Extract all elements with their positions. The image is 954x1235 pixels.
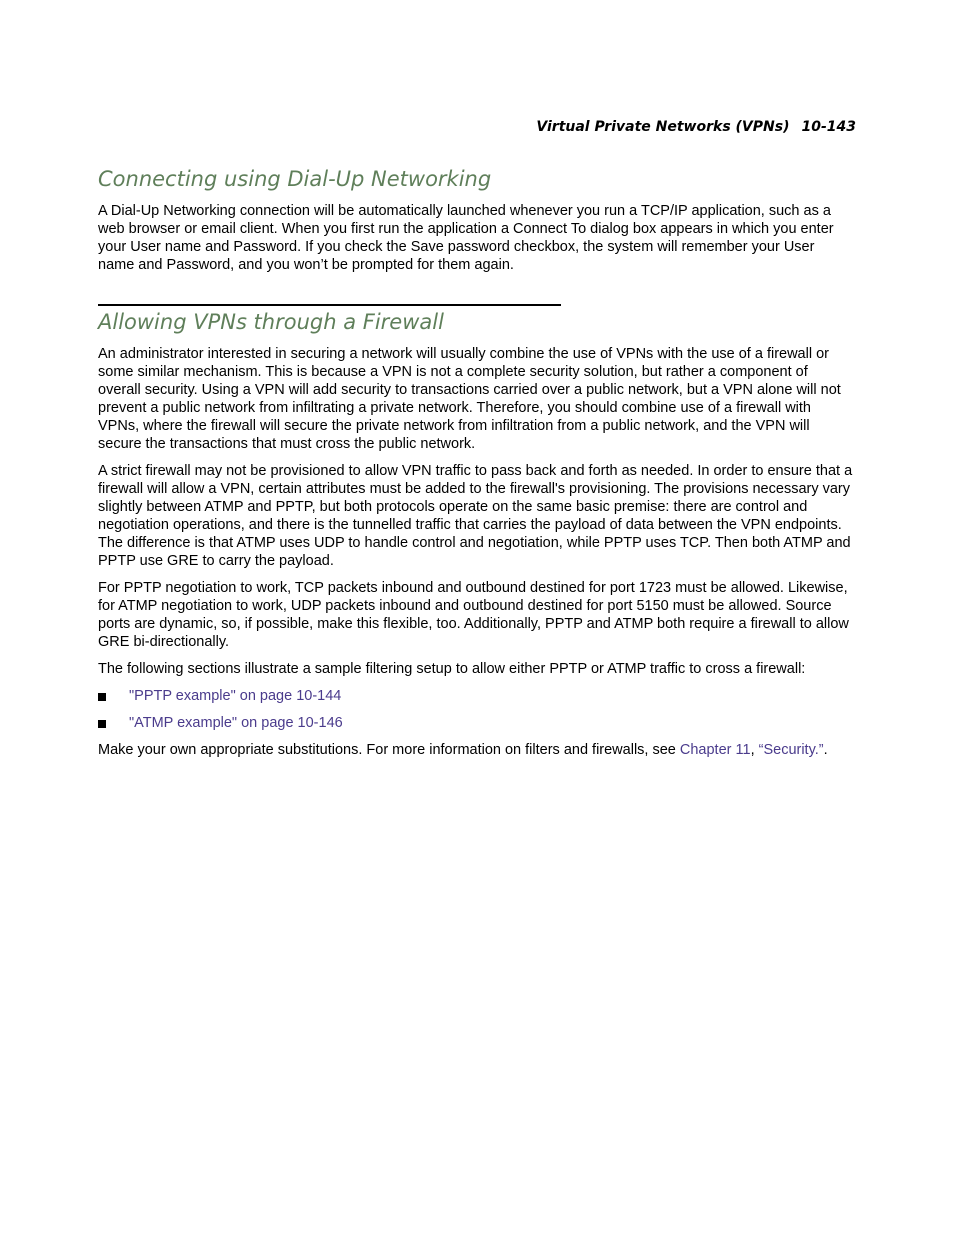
paragraph-dialup: A Dial-Up Networking connection will be automatically launched whenever you run a TCP/IP application, such as a web browser or email client. When you first run the application a Connect To dialog box appears in which you enter your User name and Password. If you check the Save password checkbox, the system will remember your User name and Password, and you won’t be prompted for them again.	[98, 203, 834, 273]
list-item	[98, 714, 854, 732]
paragraph-strict-firewall: A strict firewall may not be provisioned to allow VPN traffic to pass back and forth as needed. In order to ensure that a firewall will allow a VPN, certain attributes must be added to the firewall's provisioning. The provisions necessary vary slightly between ATMP and PPTP, but both protocols operate on the same basic premise: there are control and negotiation operations, and there is the tunnelled traffic that carries the payload of data between the VPN endpoints. The difference is that ATMP uses UDP to handle control and negotiation, while PPTP uses TCP. Then both ATMP and PPTP use GRE to carry the payload.	[98, 463, 853, 569]
running-header	[536, 119, 856, 135]
header-section-title: Virtual Private Networks (VPNs)	[536, 119, 790, 135]
square-bullet-icon	[98, 720, 106, 728]
paragraph-port-rules: For PPTP negotiation to work, TCP packets inbound and outbound destined for port 1723 must be allowed. Likewise, for ATMP negotiation to work, UDP packets inbound and outbound destined for port 5150 must be allowed. Source ports are dynamic, so, if possible, make this flexible, too. Additionally, PPTP and ATMP both require a firewall to allow GRE bi-directionally.	[98, 580, 849, 650]
heading-vpn-firewall: Allowing VPNs through a Firewall	[98, 310, 444, 334]
link-pptp-example[interactable]: "PPTP example" on page 10-144	[129, 688, 342, 704]
paragraph-following-sections: The following sections illustrate a sample filtering setup to allow either PPTP or ATMP traffic to cross a firewall:	[98, 661, 806, 677]
cross-reference-list	[98, 687, 854, 732]
header-page-number: 10-143	[801, 119, 856, 135]
link-chapter-11[interactable]: Chapter 11	[679, 742, 751, 758]
closing-text: Make your own appropriate substitutions. For more information on filters and firewalls, see	[98, 742, 680, 758]
link-atmp-example[interactable]: "ATMP example" on page 10-146	[129, 715, 343, 731]
list-item	[98, 687, 854, 705]
closing-separator: ,	[750, 742, 759, 758]
paragraph-closing	[98, 741, 854, 759]
page-content	[98, 165, 854, 768]
square-bullet-icon	[98, 693, 106, 701]
paragraph-firewall-intro: An administrator interested in securing a network will usually combine the use of VPNs with the use of a firewall or some similar mechanism. This is because a VPN is not a complete security solution, but rather a component of overall security. Using a VPN will add security to transactions carried over a public network, but a VPN alone will not prevent a public network from infiltrating a private network. Therefore, you should combine use of a firewall with VPNs, where the firewall will secure the private network from infiltration from a public network, and the VPN will secure the transactions that must cross the public network.	[98, 346, 841, 452]
heading-dialup-networking: Connecting using Dial-Up Networking	[98, 167, 492, 191]
closing-end: .	[823, 742, 828, 758]
section-divider	[98, 304, 561, 306]
link-security-chapter[interactable]: “Security.”	[758, 742, 824, 758]
